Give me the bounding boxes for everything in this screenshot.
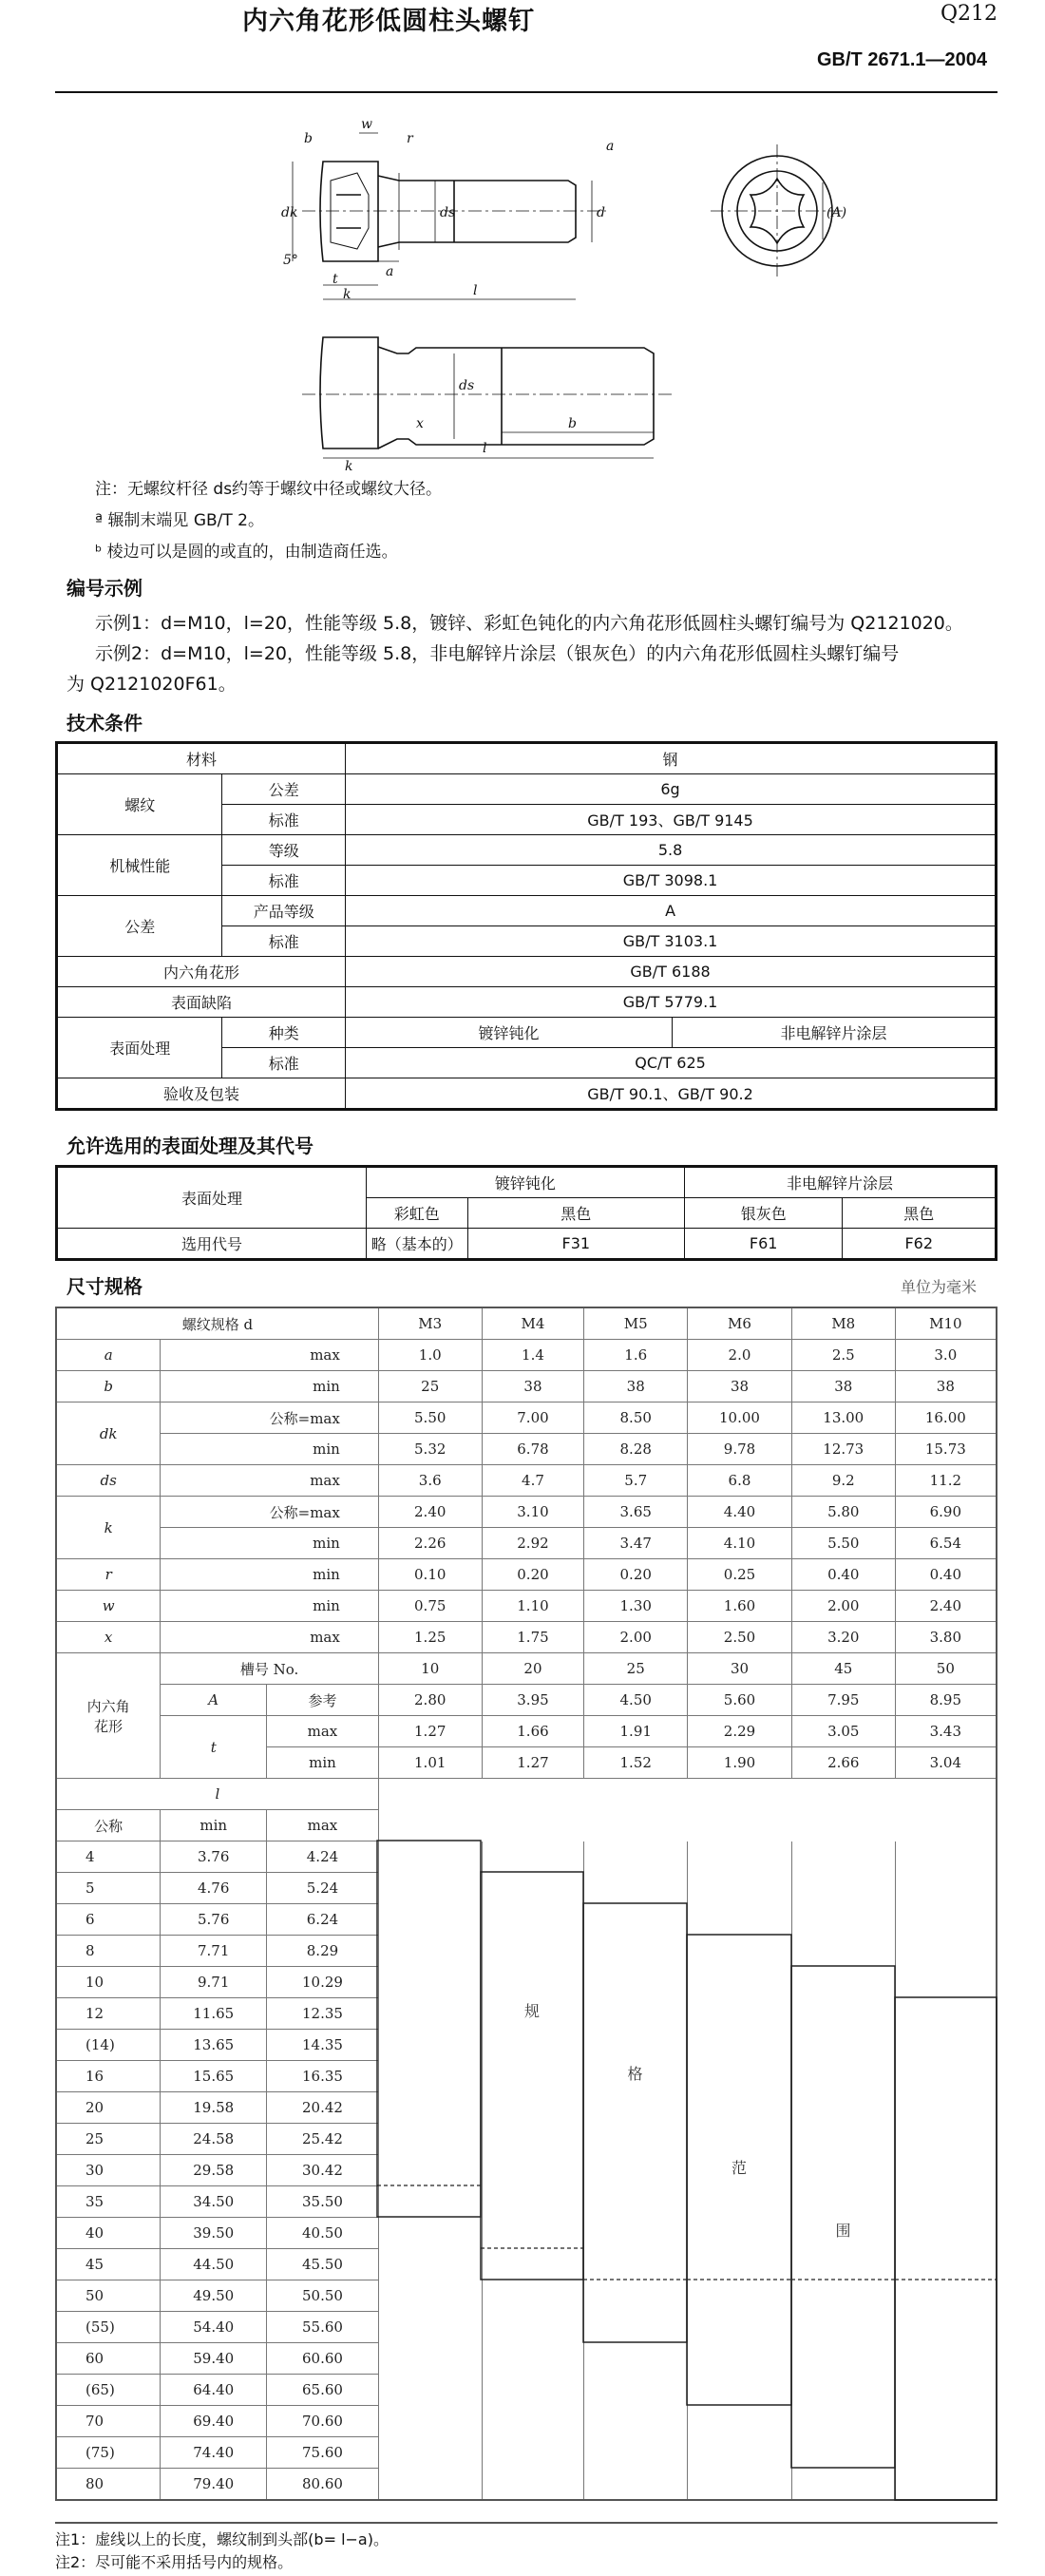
l-max-cell: 55.60: [267, 2312, 379, 2343]
value-cell: 25: [378, 1371, 482, 1402]
value-cell: 38: [688, 1371, 792, 1402]
l-nom-cell: 25: [56, 2124, 161, 2155]
l-min-cell: 49.50: [161, 2280, 267, 2312]
l-min-cell: 7.71: [161, 1936, 267, 1967]
value-cell: 1.27: [378, 1716, 482, 1747]
sub-label-cell: min: [161, 1371, 379, 1402]
note-3: ᵇ 棱边可以是圆的或直的，由制造商任选。: [95, 543, 398, 562]
value-cell: 8.50: [584, 1402, 688, 1434]
value-cell: 3.04: [895, 1747, 997, 1779]
l-nom-cell: 30: [56, 2155, 161, 2186]
value-cell: 38: [895, 1371, 997, 1402]
l-min-cell: 29.58: [161, 2155, 267, 2186]
value-cell: 4.7: [482, 1465, 584, 1497]
label-5deg: 5°: [283, 253, 298, 268]
options-table: 表面处理 镀锌钝化 非电解锌片涂层 彩虹色 黑色 银灰色 黑色 选用代号 略（基本的） F31 F61 F62: [55, 1165, 998, 1261]
l-min-header: min: [161, 1810, 267, 1841]
value-cell: 1.0: [378, 1340, 482, 1371]
range-overlay: [55, 0, 998, 2576]
value-cell: 8.28: [584, 1434, 688, 1465]
symbol-cell: w: [56, 1591, 161, 1622]
l-nom-cell: 45: [56, 2249, 161, 2280]
hex-label-line2: 花形: [94, 1717, 124, 1735]
value-cell: 0.75: [378, 1591, 482, 1622]
value-cell: 10: [378, 1653, 482, 1685]
value-cell: 2.00: [584, 1622, 688, 1653]
page-code: Q212: [940, 2, 998, 26]
size-header: M8: [791, 1307, 895, 1340]
value-cell: 3.0: [895, 1340, 997, 1371]
value-cell: 25: [584, 1653, 688, 1685]
value-cell: 15.73: [895, 1434, 997, 1465]
value-cell: 9.2: [791, 1465, 895, 1497]
value-cell: 9.78: [688, 1434, 792, 1465]
label-b-bottom: b: [568, 416, 577, 431]
value-cell: 11.2: [895, 1465, 997, 1497]
label-r: r: [407, 131, 413, 146]
l-nom-cell: 20: [56, 2092, 161, 2124]
options-heading: 允许选用的表面处理及其代号: [66, 1135, 314, 1157]
value-cell: 5.32: [378, 1434, 482, 1465]
l-min-cell: 79.40: [161, 2469, 267, 2501]
l-nom-cell: (75): [56, 2437, 161, 2469]
sub-label-cell: min: [161, 1559, 379, 1591]
value-cell: 3.10: [482, 1497, 584, 1528]
l-max-cell: 45.50: [267, 2249, 379, 2280]
value-cell: 38: [791, 1371, 895, 1402]
max-label: max: [267, 1716, 379, 1747]
hex-label-line1: 内六角: [86, 1697, 130, 1715]
value-cell: 2.50: [688, 1622, 792, 1653]
l-min-cell: 34.50: [161, 2186, 267, 2218]
range-box: [791, 1966, 895, 2468]
l-nom-header: 公称: [56, 1810, 161, 1841]
l-min-cell: 19.58: [161, 2092, 267, 2124]
l-max-cell: 50.50: [267, 2280, 379, 2312]
value-cell: 1.66: [482, 1716, 584, 1747]
size-header: M5: [584, 1307, 688, 1340]
value-cell: 2.40: [378, 1497, 482, 1528]
value-cell: 1.30: [584, 1591, 688, 1622]
l-max-cell: 20.42: [267, 2092, 379, 2124]
l-max-cell: 30.42: [267, 2155, 379, 2186]
label-b-top: b: [304, 131, 313, 146]
range-char: 规: [523, 2002, 541, 2020]
note-1: 注：无螺纹杆径 ds约等于螺纹中径或螺纹大径。: [95, 480, 443, 499]
l-nom-cell: 4: [56, 1841, 161, 1873]
value-cell: 1.90: [688, 1747, 792, 1779]
example-1: 示例1：d=M10，l=20，性能等级 5.8，镀锌、彩虹色钝化的内六角花形低圆柱头螺钉编号为 Q2121020。: [95, 613, 963, 634]
dims-heading: 尺寸规格: [66, 1275, 142, 1298]
range-box: [377, 1841, 481, 2217]
symbol-cell: k: [56, 1497, 161, 1559]
l-max-cell: 6.24: [267, 1904, 379, 1936]
value-cell: 1.60: [688, 1591, 792, 1622]
value-cell: 7.00: [482, 1402, 584, 1434]
label-t: t: [332, 272, 338, 287]
value-cell: 0.25: [688, 1559, 792, 1591]
value-cell: 8.95: [895, 1685, 997, 1716]
value-cell: 38: [482, 1371, 584, 1402]
sub-label-cell: max: [161, 1622, 379, 1653]
value-cell: 0.40: [895, 1559, 997, 1591]
label-a-top: a: [606, 139, 615, 154]
l-nom-cell: 6: [56, 1904, 161, 1936]
l-nom-cell: 80: [56, 2469, 161, 2501]
l-min-cell: 54.40: [161, 2312, 267, 2343]
value-cell: 4.50: [584, 1685, 688, 1716]
label-l-bottom: l: [483, 441, 487, 456]
range-box: [583, 1903, 687, 2342]
l-nom-cell: 12: [56, 1998, 161, 2030]
value-cell: 16.00: [895, 1402, 997, 1434]
example-2b: 为 Q2121020F61。: [66, 674, 237, 695]
l-nom-cell: 10: [56, 1967, 161, 1998]
value-cell: 45: [791, 1653, 895, 1685]
l-max-cell: 25.42: [267, 2124, 379, 2155]
sub-label-cell: min: [161, 1528, 379, 1559]
l-nom-cell: 16: [56, 2061, 161, 2092]
range-char: 格: [627, 2065, 643, 2083]
size-header: M6: [688, 1307, 792, 1340]
value-cell: 3.05: [791, 1716, 895, 1747]
value-cell: 3.65: [584, 1497, 688, 1528]
l-max-cell: 80.60: [267, 2469, 379, 2501]
label-k: k: [343, 287, 352, 302]
l-symbol: l: [56, 1779, 378, 1810]
l-max-cell: 60.60: [267, 2343, 379, 2375]
value-cell: 1.25: [378, 1622, 482, 1653]
l-min-cell: 5.76: [161, 1904, 267, 1936]
value-cell: 10.00: [688, 1402, 792, 1434]
symbol-cell: x: [56, 1622, 161, 1653]
l-nom-cell: 50: [56, 2280, 161, 2312]
value-cell: 0.20: [584, 1559, 688, 1591]
label-k-bottom: k: [345, 459, 353, 474]
l-max-cell: 40.50: [267, 2218, 379, 2249]
l-min-cell: 69.40: [161, 2406, 267, 2437]
value-cell: 0.40: [791, 1559, 895, 1591]
A-ref: 参考: [267, 1685, 379, 1716]
l-min-cell: 24.58: [161, 2124, 267, 2155]
l-min-cell: 64.40: [161, 2375, 267, 2406]
value-cell: 1.4: [482, 1340, 584, 1371]
l-min-cell: 44.50: [161, 2249, 267, 2280]
t-symbol: t: [161, 1716, 267, 1779]
l-max-cell: 14.35: [267, 2030, 379, 2061]
value-cell: 3.80: [895, 1622, 997, 1653]
value-cell: 3.6: [378, 1465, 482, 1497]
sub-label-cell: 公称=max: [161, 1402, 379, 1434]
l-nom-cell: (65): [56, 2375, 161, 2406]
l-max-cell: 8.29: [267, 1936, 379, 1967]
range-char: 范: [731, 2159, 748, 2177]
value-cell: 2.80: [378, 1685, 482, 1716]
value-cell: 4.40: [688, 1497, 792, 1528]
min-label: min: [267, 1747, 379, 1779]
unit-label: 单位为毫米: [901, 1278, 978, 1296]
value-cell: 1.10: [482, 1591, 584, 1622]
value-cell: 2.29: [688, 1716, 792, 1747]
size-header: M10: [895, 1307, 997, 1340]
value-cell: 12.73: [791, 1434, 895, 1465]
label-A: (A): [826, 205, 847, 220]
l-nom-cell: (55): [56, 2312, 161, 2343]
value-cell: 5.50: [791, 1528, 895, 1559]
value-cell: 2.66: [791, 1747, 895, 1779]
value-cell: 5.60: [688, 1685, 792, 1716]
page-title: 内六角花形低圆柱头螺钉: [242, 7, 535, 36]
example-2a: 示例2：d=M10，l=20，性能等级 5.8，非电解锌片涂层（银灰色）的内六角花形低圆柱头螺钉编号: [95, 643, 900, 664]
value-cell: 1.6: [584, 1340, 688, 1371]
value-cell: 13.00: [791, 1402, 895, 1434]
size-header: M3: [378, 1307, 482, 1340]
symbol-cell: a: [56, 1340, 161, 1371]
range-box: [481, 1872, 583, 2280]
label-w: w: [361, 117, 372, 132]
tech-heading: 技术条件: [66, 712, 142, 735]
label-x: x: [416, 416, 424, 431]
value-cell: 7.95: [791, 1685, 895, 1716]
l-min-cell: 39.50: [161, 2218, 267, 2249]
l-min-cell: 11.65: [161, 1998, 267, 2030]
label-ds: ds: [440, 205, 456, 220]
range-box: [895, 1997, 997, 2500]
label-d: d: [597, 205, 605, 220]
value-cell: 1.27: [482, 1747, 584, 1779]
sub-label-cell: max: [161, 1340, 379, 1371]
label-l-top: l: [473, 283, 478, 298]
symbol-cell: r: [56, 1559, 161, 1591]
l-max-cell: 65.60: [267, 2375, 379, 2406]
l-min-cell: 15.65: [161, 2061, 267, 2092]
value-cell: 3.95: [482, 1685, 584, 1716]
dims-note-1: 注1：虚线以上的长度，螺纹制到头部(b= l−a)。: [55, 2522, 998, 2549]
range-char: 围: [835, 2222, 851, 2240]
value-cell: 3.47: [584, 1528, 688, 1559]
l-max-cell: 10.29: [267, 1967, 379, 1998]
l-nom-cell: 35: [56, 2186, 161, 2218]
l-max-cell: 12.35: [267, 1998, 379, 2030]
marking-heading: 编号示例: [66, 577, 142, 600]
value-cell: 1.01: [378, 1747, 482, 1779]
symbol-cell: dk: [56, 1402, 161, 1465]
value-cell: 6.90: [895, 1497, 997, 1528]
value-cell: 6.54: [895, 1528, 997, 1559]
value-cell: 2.00: [791, 1591, 895, 1622]
value-cell: 5.50: [378, 1402, 482, 1434]
value-cell: 20: [482, 1653, 584, 1685]
l-nom-cell: 5: [56, 1873, 161, 1904]
value-cell: 0.20: [482, 1559, 584, 1591]
thread-spec-header: 螺纹规格 d: [56, 1307, 378, 1340]
label-ds-bottom: ds: [459, 378, 475, 393]
l-max-cell: 70.60: [267, 2406, 379, 2437]
value-cell: 1.52: [584, 1747, 688, 1779]
value-cell: 5.7: [584, 1465, 688, 1497]
value-cell: 4.10: [688, 1528, 792, 1559]
value-cell: 6.78: [482, 1434, 584, 1465]
value-cell: 50: [895, 1653, 997, 1685]
value-cell: 3.20: [791, 1622, 895, 1653]
l-max-cell: 35.50: [267, 2186, 379, 2218]
l-min-cell: 13.65: [161, 2030, 267, 2061]
l-min-cell: 9.71: [161, 1967, 267, 1998]
value-cell: 38: [584, 1371, 688, 1402]
dims-note-2: 注2：尽可能不采用括号内的规格。: [55, 2553, 294, 2571]
l-nom-cell: 8: [56, 1936, 161, 1967]
l-nom-cell: 40: [56, 2218, 161, 2249]
l-max-cell: 75.60: [267, 2437, 379, 2469]
cell-material: 材料: [57, 743, 346, 774]
value-cell: 1.75: [482, 1622, 584, 1653]
tech-table: 材料 钢 螺纹 公差 6g 标准 GB/T 193、GB/T 9145 机械性能 等级 5.8 标准 GB/T 3098.1 公差 产品等级 A 标准 GB/T 3103.1 内六角花形 GB/T 6188 表面缺陷 GB/T 5779.1 表面处理 种类 镀锌钝化 非电解锌片涂层 标准 QC/T 625 验收及包装 GB/T 90.1、GB/T 90.2: [55, 741, 998, 1111]
l-min-cell: 74.40: [161, 2437, 267, 2469]
sub-label-cell: 公称=max: [161, 1497, 379, 1528]
label-dk: dk: [281, 205, 298, 220]
value-cell: 2.5: [791, 1340, 895, 1371]
sub-label-cell: max: [161, 1465, 379, 1497]
l-max-cell: 5.24: [267, 1873, 379, 1904]
value-cell: 6.8: [688, 1465, 792, 1497]
value-cell: 5.80: [791, 1497, 895, 1528]
value-cell: 3.43: [895, 1716, 997, 1747]
value-cell: 0.10: [378, 1559, 482, 1591]
standard-number: GB/T 2671.1—2004: [817, 49, 987, 70]
value-cell: 30: [688, 1653, 792, 1685]
symbol-cell: b: [56, 1371, 161, 1402]
slot-label: 槽号 No.: [161, 1653, 379, 1685]
l-nom-cell: 60: [56, 2343, 161, 2375]
sub-label-cell: min: [161, 1434, 379, 1465]
l-max-header: max: [267, 1810, 379, 1841]
value-cell: 2.0: [688, 1340, 792, 1371]
A-symbol: A: [161, 1685, 267, 1716]
l-max-cell: 4.24: [267, 1841, 379, 1873]
note-2: ª 辗制末端见 GB/T 2。: [95, 511, 264, 530]
l-max-cell: 16.35: [267, 2061, 379, 2092]
l-min-cell: 4.76: [161, 1873, 267, 1904]
value-cell: 2.26: [378, 1528, 482, 1559]
value-cell: 2.40: [895, 1591, 997, 1622]
l-min-cell: 3.76: [161, 1841, 267, 1873]
value-cell: 2.92: [482, 1528, 584, 1559]
size-header: M4: [482, 1307, 584, 1340]
symbol-cell: ds: [56, 1465, 161, 1497]
value-cell: 1.91: [584, 1716, 688, 1747]
label-a: a: [386, 264, 394, 279]
l-min-cell: 59.40: [161, 2343, 267, 2375]
l-nom-cell: 70: [56, 2406, 161, 2437]
sub-label-cell: min: [161, 1591, 379, 1622]
l-nom-cell: (14): [56, 2030, 161, 2061]
